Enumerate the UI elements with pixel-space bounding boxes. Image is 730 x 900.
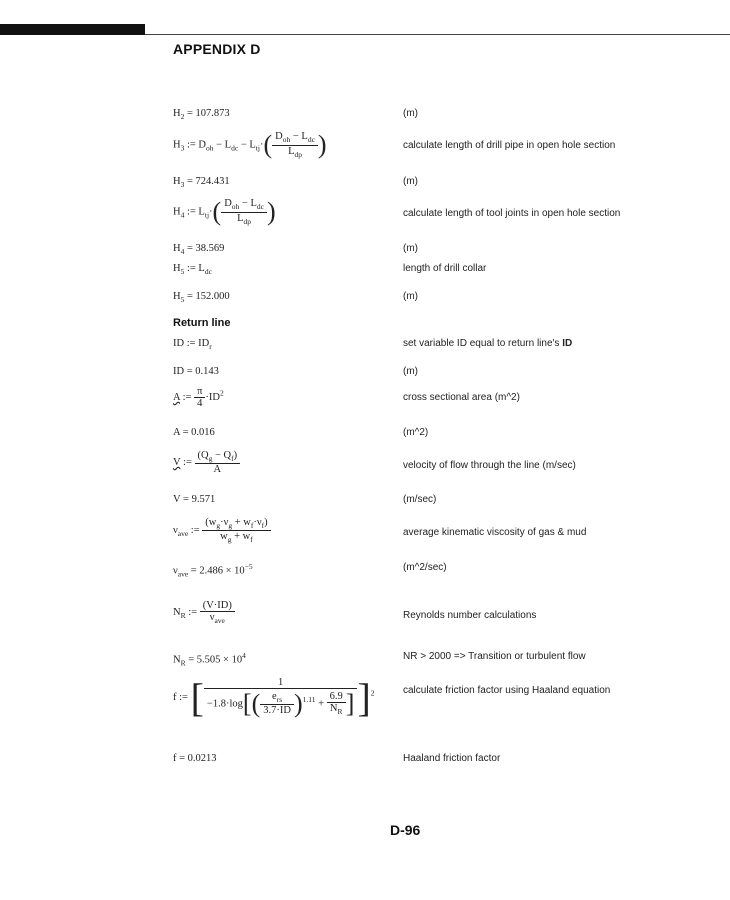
f-def-math: f := [ 1 −1.8·log[( $\frac{e_{rs}}{3.7\cdot ID}$ )$^{1.11}$ + $\frac{6.9}{N_R}$ ] ]$^2$	[173, 675, 375, 720]
f-def-note: calculate friction factor using Haaland equation	[403, 685, 611, 696]
header-rule	[145, 34, 730, 35]
id-result-math: ID = 0.143	[173, 366, 219, 377]
f-def-row	[173, 674, 693, 738]
nu-result-math: $\nu_{ave} = 2.486 \times 10^{-5}$	[173, 562, 253, 579]
nr-result-math: $N_R = 5.505 \times 10^4$	[173, 651, 246, 668]
a-result-math: A = 0.016	[173, 427, 215, 438]
a-def-row	[173, 386, 693, 416]
page-number: D-96	[390, 822, 421, 838]
h3-def-note: calculate length of drill pipe in open hole section	[403, 140, 616, 151]
a-def-note: cross sectional area (m^2)	[403, 392, 520, 403]
h5-result-math: $H_5 = 152.000$	[173, 291, 230, 305]
f-result-math: f = 0.0213	[173, 753, 217, 764]
h2-result-math: $H_2 = 107.873$	[173, 108, 230, 122]
id-def-math: ID := $ID_r$	[173, 338, 212, 352]
h3-result-math: $H_3 = 724.431$	[173, 176, 230, 190]
nu-result-note: (m^2/sec)	[403, 562, 447, 573]
h4-def-math: $H_4$ := $L_{tj}\cdot$( $\frac{D_{oh} - L_{dc}}{L_{dp}}$ )	[173, 197, 276, 226]
v-result-math: V = 9.571	[173, 494, 216, 505]
a-result-note: (m^2)	[403, 427, 429, 438]
a-def-math: A := $\frac{\pi}{4}$ $\cdot ID^2$	[173, 386, 224, 409]
id-result-note: (m)	[403, 366, 418, 377]
h4-result-note: (m)	[403, 243, 418, 254]
h3-result-note: (m)	[403, 176, 418, 187]
id-def-note: set variable ID equal to return line's ID	[403, 338, 573, 349]
h2-result-note: (m)	[403, 108, 418, 119]
h4-def-row	[173, 197, 693, 233]
v-result-note: (m/sec)	[403, 494, 437, 505]
nu-def-row	[173, 517, 693, 551]
h3-def-row	[173, 130, 693, 164]
nr-def-note: Reynolds number calculations	[403, 610, 537, 621]
h4-result-math: $H_4 = 38.569$	[173, 243, 225, 257]
nu-def-note: average kinematic viscosity of gas & mud	[403, 527, 587, 538]
h5-result-note: (m)	[403, 291, 418, 302]
return-line-heading: Return line	[173, 317, 231, 329]
h5-def-math: $H_5$ := $L_{dc}$	[173, 263, 212, 277]
h5-def-note: length of drill collar	[403, 263, 487, 274]
nr-def-row	[173, 600, 693, 634]
nr-def-math: $N_R$ := $\frac{(V\cdot ID)}{\nu_{ave}}$	[173, 600, 235, 625]
h3-def-math: $H_3$ := $D_{oh} - L_{dc} - L_{tj}\cdot$( $\frac{D_{oh} - L_{dc}}{L_{dp}}$ )	[173, 130, 327, 159]
h4-def-note: calculate length of tool joints in open hole section	[403, 208, 621, 219]
v-def-math: V := $\frac{(Q_g - Q_f)}{A}$	[173, 450, 240, 475]
header-bar	[0, 24, 145, 35]
nu-def-math: $\nu_{ave}$ := $\frac{(w_g\cdot\nu_g + w_f\cdot\nu_f)}{w_g + w_f}$	[173, 517, 271, 544]
v-def-note: velocity of flow through the line (m/sec)	[403, 460, 576, 471]
nr-result-note: NR > 2000 => Transition or turbulent flow	[403, 651, 586, 662]
v-def-row	[173, 450, 693, 484]
appendix-title: APPENDIX D	[173, 41, 261, 57]
f-result-note: Haaland friction factor	[403, 753, 501, 764]
